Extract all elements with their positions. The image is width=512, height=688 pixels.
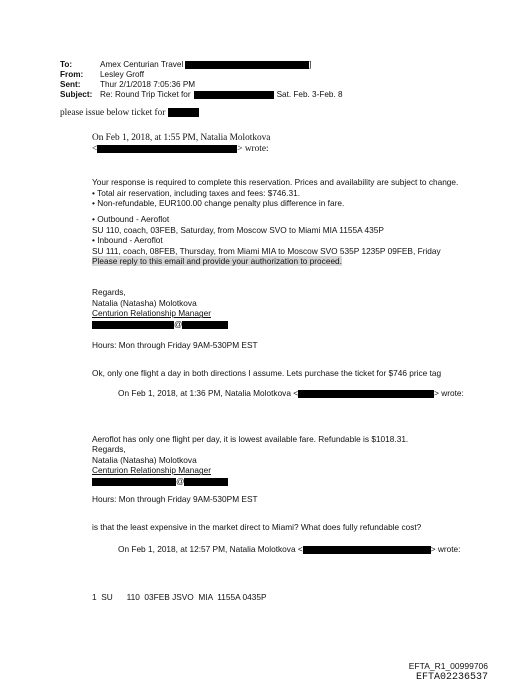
to-value: Amex Centurian Travel	[100, 60, 184, 69]
bates-number: EFTA02236537	[415, 672, 488, 683]
quote-header-1-email: < > wrote:	[92, 144, 269, 154]
redaction-block	[185, 61, 309, 69]
quote-header-1: On Feb 1, 2018, at 1:55 PM, Natalia Molotkova	[92, 133, 271, 143]
to-label: To:	[60, 60, 73, 69]
signature-block-2: Regards, Natalia (Natasha) Molotkova Centurion Relationship Manager @	[92, 444, 228, 486]
inbound-heading: • Inbound - Aeroflot	[92, 235, 163, 246]
from-label: From:	[60, 70, 84, 79]
signature-regards: Regards,	[92, 444, 126, 454]
outbound-detail: SU 110, coach, 03FEB, Saturday, from Moscow SVO to Miami MIA 1155A 435P	[92, 224, 384, 235]
header-from-row	[60, 70, 144, 80]
signature-title: Centurion Relationship Manager	[92, 308, 211, 319]
quote-header-2: On Feb 1, 2018, at 1:36 PM, Natalia Molotkova < > wrote:	[118, 388, 464, 398]
subject-label: Subject:	[60, 90, 93, 99]
signature-hours-1: Hours: Mon through Friday 9AM-530PM EST	[92, 340, 258, 350]
header-to-row: To: Amex Centurian Travel ]	[60, 60, 312, 69]
redaction-block	[298, 390, 434, 398]
redaction-block	[182, 321, 228, 329]
subject-prefix: Re: Round Trip Ticket for	[100, 90, 191, 99]
header-subject-row	[60, 90, 343, 100]
header-sent-row	[60, 80, 195, 90]
quote-header-3: On Feb 1, 2018, at 12:57 PM, Natalia Molotkova < > wrote:	[118, 544, 461, 554]
subject-suffix: Sat. Feb. 3-Feb. 8	[276, 90, 343, 99]
signature-hours-2: Hours: Mon through Friday 9AM-530PM EST	[92, 494, 258, 504]
flight-details	[92, 214, 441, 267]
from-value: Lesley Groff	[100, 70, 144, 79]
redaction-block	[92, 478, 176, 486]
authorization-request: Please reply to this email and provide your authorization to proceed.	[92, 256, 342, 267]
redaction-block	[303, 546, 431, 554]
reservation-notice	[92, 177, 458, 209]
redaction-block	[97, 145, 237, 153]
sent-label: Sent:	[60, 80, 81, 89]
document-id: EFTA_R1_00999706	[408, 661, 488, 671]
reservation-line-required: Your response is required to complete this reservation. Prices and availability are subject to change.	[92, 177, 459, 187]
reply-issue-text: please issue below ticket for	[60, 108, 166, 118]
outbound-heading: • Outbound - Aeroflot	[92, 214, 170, 224]
reservation-line-total: • Total air reservation, including taxes and fees: $746.31.	[92, 187, 300, 198]
sent-value: Thur 2/1/2018 7:05:36 PM	[100, 80, 196, 89]
signature-block-1: Regards, Natalia (Natasha) Molotkova Centurion Relationship Manager @	[92, 287, 228, 329]
aeroflot-fare-message: Aeroflot has only one flight per day, it is lowest available fare. Refundable is $1018.31.	[92, 434, 409, 444]
reply-purchase-ticket: Ok, only one flight a day in both directions I assume. Lets purchase the ticket for $746 price tag	[92, 368, 442, 378]
reservation-line-penalty: • Non-refundable, EUR100.00 change penalty plus difference in fare.	[92, 198, 345, 209]
signature-regards: Regards,	[92, 287, 126, 297]
reply-least-expensive: is that the least expensive in the market direct to Miami? What does fully refundable cost?	[92, 522, 422, 532]
redaction-block	[184, 478, 228, 486]
redaction-block	[168, 108, 199, 117]
itinerary-line: 1 SU 110 03FEB JSVO MIA 1155A 0435P	[92, 592, 267, 602]
redaction-block	[194, 91, 274, 99]
signature-name: Natalia (Natasha) Molotkova	[92, 454, 197, 465]
inbound-detail: SU 111, coach, 08FEB, Thursday, from Miami MIA to Moscow SVO 535P 1235P 09FEB, Friday	[92, 245, 441, 256]
signature-title: Centurion Relationship Manager	[92, 465, 211, 476]
redaction-block	[92, 321, 174, 329]
signature-name: Natalia (Natasha) Molotkova	[92, 297, 197, 308]
reply-issue-ticket	[60, 108, 199, 118]
